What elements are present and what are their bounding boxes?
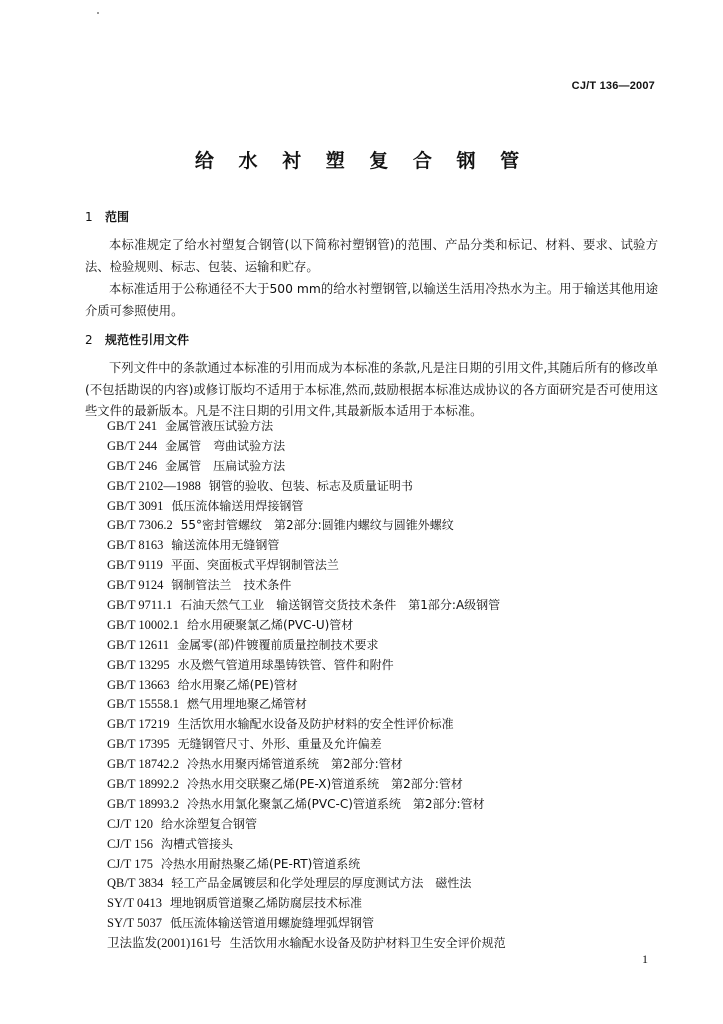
reference-item: [107, 656, 506, 676]
reference-item: [107, 815, 506, 835]
reference-title: 冷热水用氯化聚氯乙烯(PVC-C)管道系统 第2部分:管材: [187, 796, 485, 811]
reference-title: 冷热水用交联聚乙烯(PE-X)管道系统 第2部分:管材: [187, 777, 463, 792]
reference-title: 钢制管法兰 技术条件: [171, 578, 292, 593]
reference-item: [107, 616, 506, 636]
reference-code: GB/T 246: [107, 458, 158, 473]
reference-item: [107, 497, 506, 517]
reference-title: 给水用硬聚氯乙烯(PVC-U)管材: [187, 617, 354, 632]
reference-item: [107, 755, 506, 775]
reference-item: [107, 874, 506, 894]
reference-title: 输送流体用无缝钢管: [171, 538, 280, 553]
paragraph-scope-1: 本标准规定了给水衬塑复合钢管(以下简称衬塑钢管)的范围、产品分类和标记、材料、要求、试验方法、检验规则、标志、包装、运输和贮存。: [85, 238, 658, 274]
reference-code: CJ/T 175: [107, 856, 153, 871]
reference-code: GB/T 7306.2: [107, 518, 173, 533]
reference-code: GB/T 3091: [107, 498, 164, 513]
reference-item: [107, 775, 506, 795]
reference-item: [107, 835, 506, 855]
reference-item: [107, 516, 506, 536]
document-title: 给 水 衬 塑 复 合 钢 管: [194, 150, 529, 172]
reference-code: GB/T 9711.1: [107, 598, 173, 613]
reference-item: [107, 914, 506, 934]
reference-item: [107, 894, 506, 914]
reference-code: SY/T 0413: [107, 896, 162, 911]
reference-list: [107, 417, 506, 954]
reference-title: 55°密封管螺纹 第2部分:圆锥内螺纹与圆锥外螺纹: [180, 518, 454, 533]
reference-code: GB/T 15558.1: [107, 697, 179, 712]
reference-title: 生活饮用水输配水设备及防护材料卫生安全评价规范: [229, 936, 506, 951]
reference-title: 燃气用埋地聚乙烯管材: [187, 697, 308, 712]
reference-code: GB/T 18742.2: [107, 757, 179, 772]
reference-code: GB/T 2102—1988: [107, 478, 201, 493]
reference-title: 无缝钢管尺寸、外形、重量及允许偏差: [177, 737, 382, 752]
reference-item: [107, 715, 506, 735]
reference-title: 金属管液压试验方法: [165, 419, 274, 433]
reference-item: [107, 676, 506, 696]
reference-title: 冷热水用耐热聚乙烯(PE-RT)管道系统: [160, 856, 361, 871]
reference-title: 生活饮用水输配水设备及防护材料的安全性评价标准: [177, 717, 454, 732]
paragraph-normative-refs: 下列文件中的条款通过本标准的引用而成为本标准的条款,凡是注日期的引用文件,其随后所有的修改单(不包括勘误的内容)或修订版均不适用于本标准,然而,鼓励根据本标准达成协议的各方面研究是否可使用这些文件的最新版本。凡是不注日期的引用文件,其最新版本适用于本标准。: [85, 361, 658, 418]
reference-item: [107, 556, 506, 576]
reference-title: 低压流体输送管道用螺旋缝埋弧焊钢管: [170, 916, 375, 931]
reference-code: GB/T 18993.2: [107, 796, 179, 811]
scan-speck: [97, 12, 99, 14]
reference-code: QB/T 3834: [107, 876, 164, 891]
reference-title: 石油天然气工业 输送钢管交货技术条件 第1部分:A级钢管: [180, 598, 501, 613]
section-title: 规范性引用文件: [105, 333, 190, 347]
reference-code: 卫法监发(2001)161号: [107, 936, 222, 951]
reference-code: GB/T 241: [107, 419, 158, 433]
reference-title: 给水用聚乙烯(PE)管材: [177, 677, 298, 692]
reference-item: [107, 636, 506, 656]
page-number: 1: [642, 952, 648, 966]
reference-code: GB/T 12611: [107, 637, 170, 652]
reference-item: [107, 795, 506, 815]
reference-title: 金属零(部)件镀覆前质量控制技术要求: [177, 637, 379, 652]
paragraph-scope-2: 本标准适用于公称通径不大于500 mm的给水衬塑钢管,以输送生活用冷热水为主。用于输送其他用途介质可参照使用。: [85, 282, 658, 318]
reference-title: 沟槽式管接头: [160, 836, 233, 851]
reference-title: 给水涂塑复合钢管: [160, 816, 257, 831]
section-title: 范围: [105, 210, 130, 224]
reference-title: 金属管 压扁试验方法: [165, 458, 286, 473]
reference-title: 轻工产品金属镀层和化学处理层的厚度测试方法 磁性法: [171, 876, 472, 891]
reference-title: 水及燃气管道用球墨铸铁管、管件和附件: [177, 657, 394, 672]
reference-item: [107, 457, 506, 477]
reference-title: 冷热水用聚丙烯管道系统 第2部分:管材: [187, 757, 403, 772]
reference-code: GB/T 17395: [107, 737, 170, 752]
reference-code: GB/T 18992.2: [107, 777, 179, 792]
reference-code: CJ/T 156: [107, 836, 153, 851]
reference-item: [107, 855, 506, 875]
reference-code: GB/T 244: [107, 438, 158, 453]
reference-title: 埋地钢质管道聚乙烯防腐层技术标准: [170, 896, 363, 911]
reference-code: GB/T 17219: [107, 717, 170, 732]
reference-title: 金属管 弯曲试验方法: [165, 438, 286, 453]
reference-code: CJ/T 120: [107, 816, 153, 831]
reference-item: [107, 576, 506, 596]
reference-item: [107, 417, 506, 437]
reference-code: GB/T 13663: [107, 677, 170, 692]
reference-item: [107, 735, 506, 755]
standard-code: CJ/T 136—2007: [571, 80, 655, 92]
reference-title: 钢管的验收、包装、标志及质量证明书: [208, 478, 413, 493]
reference-item: [107, 695, 506, 715]
section-heading-1: [85, 208, 129, 225]
reference-code: SY/T 5037: [107, 916, 162, 931]
reference-code: GB/T 9124: [107, 578, 164, 593]
reference-code: GB/T 8163: [107, 538, 164, 553]
reference-code: GB/T 9119: [107, 558, 163, 573]
section-number: 2: [85, 333, 93, 347]
reference-code: GB/T 10002.1: [107, 617, 179, 632]
reference-code: GB/T 13295: [107, 657, 170, 672]
reference-item: [107, 477, 506, 497]
reference-item: [107, 437, 506, 457]
reference-item: [107, 596, 506, 616]
reference-title: 低压流体输送用焊接钢管: [171, 498, 304, 513]
section-heading-2: [85, 331, 189, 348]
reference-title: 平面、突面板式平焊钢制管法兰: [170, 558, 339, 573]
reference-item: [107, 934, 506, 954]
reference-item: [107, 536, 506, 556]
section-number: 1: [85, 210, 93, 224]
